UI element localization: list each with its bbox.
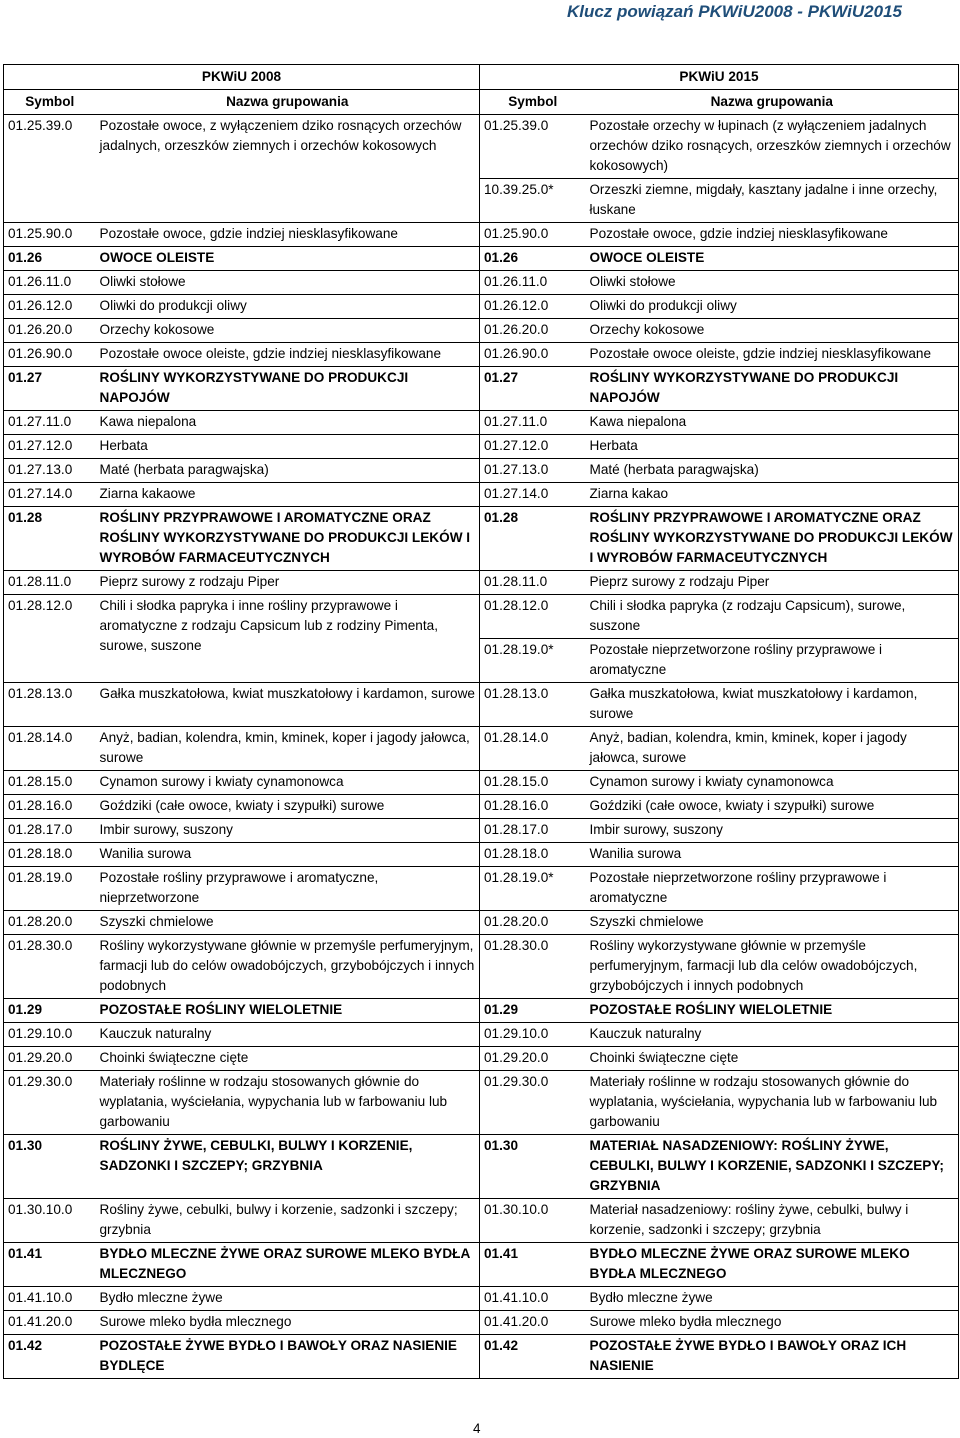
name-2015: Anyż, badian, kolendra, kmin, kminek, koper i jagody jałowca, surowe [586, 727, 959, 771]
symbol-2008: 01.28.30.0 [4, 935, 96, 999]
name-2015: MATERIAŁ NASADZENIOWY: ROŚLINY ŻYWE, CEBULKI, BULWY I KORZENIE, SADZONKI I SZCZEPY; GRZYBNIA [586, 1135, 959, 1199]
name-2008: Chili i słodka papryka i inne rośliny przyprawowe i aromatyczne z rodzaju Capsicum lub z rodziny Pimenta, surowe, suszone [96, 595, 480, 683]
symbol-2008: 01.25.90.0 [4, 223, 96, 247]
table-row [4, 595, 959, 639]
name-2015: OWOCE OLEISTE [586, 247, 959, 271]
symbol-2015: 01.29.10.0 [480, 1023, 586, 1047]
symbol-2008: 01.27.14.0 [4, 483, 96, 507]
name-2008: Oliwki stołowe [96, 271, 480, 295]
name-2008: Pieprz surowy z rodzaju Piper [96, 571, 480, 595]
name-2008: Kauczuk naturalny [96, 1023, 480, 1047]
name-2008: POZOSTAŁE ŻYWE BYDŁO I BAWOŁY ORAZ NASIENIE BYDLĘCE [96, 1335, 480, 1379]
symbol-2008: 01.28.14.0 [4, 727, 96, 771]
name-2015: Gałka muszkatołowa, kwiat muszkatołowy i kardamon, surowe [586, 683, 959, 727]
symbol-2015: 01.26.20.0 [480, 319, 586, 343]
symbol-2015: 01.27.14.0 [480, 483, 586, 507]
name-2015-extra: Pozostałe nieprzetworzone rośliny przyprawowe i aromatyczne [586, 639, 959, 683]
table-row [4, 319, 959, 343]
table-row [4, 115, 959, 179]
name-2008: OWOCE OLEISTE [96, 247, 480, 271]
symbol-2015: 01.28.20.0 [480, 911, 586, 935]
name-2015: Imbir surowy, suszony [586, 819, 959, 843]
name-2015-extra: Orzeszki ziemne, migdały, kasztany jadalne i inne orzechy, łuskane [586, 179, 959, 223]
name-2015: POZOSTAŁE ROŚLINY WIELOLETNIE [586, 999, 959, 1023]
header-pkwiu2015: PKWiU 2015 [480, 65, 959, 90]
name-2015: Oliwki do produkcji oliwy [586, 295, 959, 319]
symbol-2008: 01.26.20.0 [4, 319, 96, 343]
table-row [4, 683, 959, 727]
name-2015: Pozostałe owoce, gdzie indziej niesklasyfikowane [586, 223, 959, 247]
table-row [4, 843, 959, 867]
name-2008: Bydło mleczne żywe [96, 1287, 480, 1311]
name-2008: ROŚLINY WYKORZYSTYWANE DO PRODUKCJI NAPOJÓW [96, 367, 480, 411]
name-2015: Herbata [586, 435, 959, 459]
table-row [4, 795, 959, 819]
table-row [4, 1243, 959, 1287]
name-2015: Materiały roślinne w rodzaju stosowanych głównie do wyplatania, wyściełania, wypychania lub w farbowaniu lub garbowaniu [586, 1071, 959, 1135]
name-2008: Orzechy kokosowe [96, 319, 480, 343]
symbol-2015: 01.28.14.0 [480, 727, 586, 771]
name-2008: Choinki świąteczne cięte [96, 1047, 480, 1071]
symbol-2008: 01.28.18.0 [4, 843, 96, 867]
symbol-2008: 01.25.39.0 [4, 115, 96, 223]
symbol-2015-extra: 01.28.19.0* [480, 639, 586, 683]
symbol-2015: 01.26.90.0 [480, 343, 586, 367]
symbol-2008: 01.28.15.0 [4, 771, 96, 795]
symbol-2008: 01.27.12.0 [4, 435, 96, 459]
symbol-2008: 01.41 [4, 1243, 96, 1287]
symbol-2008: 01.42 [4, 1335, 96, 1379]
name-2015: Cynamon surowy i kwiaty cynamonowca [586, 771, 959, 795]
table-row [4, 1071, 959, 1135]
page-number: 4 [473, 1421, 481, 1436]
table-row [4, 867, 959, 911]
name-2008: Gałka muszkatołowa, kwiat muszkatołowy i kardamon, surowe [96, 683, 480, 727]
symbol-2008: 01.41.20.0 [4, 1311, 96, 1335]
symbol-2015: 01.28.12.0 [480, 595, 586, 639]
symbol-2008: 01.27 [4, 367, 96, 411]
symbol-2015: 01.29 [480, 999, 586, 1023]
name-2008: Herbata [96, 435, 480, 459]
table-row [4, 771, 959, 795]
name-2015: Pieprz surowy z rodzaju Piper [586, 571, 959, 595]
symbol-2015: 01.41.20.0 [480, 1311, 586, 1335]
table-row [4, 1199, 959, 1243]
name-2015: Surowe mleko bydła mlecznego [586, 1311, 959, 1335]
header-pkwiu2008: PKWiU 2008 [4, 65, 480, 90]
table-row [4, 435, 959, 459]
name-2015: Kauczuk naturalny [586, 1023, 959, 1047]
header-name-2015: Nazwa grupowania [586, 90, 959, 115]
symbol-2015: 01.26.11.0 [480, 271, 586, 295]
name-2008: Pozostałe owoce oleiste, gdzie indziej niesklasyfikowane [96, 343, 480, 367]
name-2015: BYDŁO MLECZNE ŻYWE ORAZ SUROWE MLEKO BYDŁA MLECZNEGO [586, 1243, 959, 1287]
symbol-2015: 01.26.12.0 [480, 295, 586, 319]
name-2008: BYDŁO MLECZNE ŻYWE ORAZ SUROWE MLEKO BYDŁA MLECZNEGO [96, 1243, 480, 1287]
symbol-2008: 01.28.11.0 [4, 571, 96, 595]
name-2008: ROŚLINY PRZYPRAWOWE I AROMATYCZNE ORAZ ROŚLINY WYKORZYSTYWANE DO PRODUKCJI LEKÓW I WYROBÓW FARMACEUTYCZNYCH [96, 507, 480, 571]
name-2015: Oliwki stołowe [586, 271, 959, 295]
name-2015: Rośliny wykorzystywane głównie w przemyśle perfumeryjnym, farmacji lub dla celów owadobójczych, grzybobójczych i innych podobnych [586, 935, 959, 999]
name-2008: Maté (herbata paragwajska) [96, 459, 480, 483]
symbol-2008: 01.29.30.0 [4, 1071, 96, 1135]
version-header-row [4, 65, 959, 90]
symbol-2015: 01.27.13.0 [480, 459, 586, 483]
table-row [4, 483, 959, 507]
table-row [4, 819, 959, 843]
name-2015: Bydło mleczne żywe [586, 1287, 959, 1311]
document-title: Klucz powiązań PKWiU2008 - PKWiU2015 [566, 2, 902, 21]
name-2015: Wanilia surowa [586, 843, 959, 867]
table-row [4, 1047, 959, 1071]
name-2008: Anyż, badian, kolendra, kmin, kminek, koper i jagody jałowca, surowe [96, 727, 480, 771]
name-2008: Oliwki do produkcji oliwy [96, 295, 480, 319]
symbol-2008: 01.30.10.0 [4, 1199, 96, 1243]
symbol-2015: 01.41 [480, 1243, 586, 1287]
header-name-2008: Nazwa grupowania [96, 90, 480, 115]
name-2015: POZOSTAŁE ŻYWE BYDŁO I BAWOŁY ORAZ ICH NASIENIE [586, 1335, 959, 1379]
table-row [4, 727, 959, 771]
table-row [4, 1311, 959, 1335]
table-row [4, 507, 959, 571]
table-row [4, 411, 959, 435]
name-2008: POZOSTAŁE ROŚLINY WIELOLETNIE [96, 999, 480, 1023]
name-2015: Goździki (całe owoce, kwiaty i szypułki) surowe [586, 795, 959, 819]
table-row [4, 1287, 959, 1311]
table-row [4, 1135, 959, 1199]
symbol-2008: 01.26.12.0 [4, 295, 96, 319]
table-row [4, 935, 959, 999]
name-2008: Szyszki chmielowe [96, 911, 480, 935]
name-2015: ROŚLINY WYKORZYSTYWANE DO PRODUKCJI NAPOJÓW [586, 367, 959, 411]
table-row [4, 223, 959, 247]
name-2008: Rośliny wykorzystywane głównie w przemyśle perfumeryjnym, farmacji lub do celów owadobójczych, grzybobójczych i innych podobnych [96, 935, 480, 999]
table-row [4, 343, 959, 367]
symbol-2008: 01.28.20.0 [4, 911, 96, 935]
symbol-2015: 01.28.18.0 [480, 843, 586, 867]
symbol-2015: 01.29.30.0 [480, 1071, 586, 1135]
name-2015: Szyszki chmielowe [586, 911, 959, 935]
name-2008: ROŚLINY ŻYWE, CEBULKI, BULWY I KORZENIE, SADZONKI I SZCZEPY; GRZYBNIA [96, 1135, 480, 1199]
symbol-2008: 01.29.10.0 [4, 1023, 96, 1047]
symbol-2008: 01.26.90.0 [4, 343, 96, 367]
symbol-2015: 01.28.17.0 [480, 819, 586, 843]
table-row [4, 247, 959, 271]
symbol-2008: 01.28.13.0 [4, 683, 96, 727]
symbol-2015: 01.25.39.0 [480, 115, 586, 179]
symbol-2015: 01.28.15.0 [480, 771, 586, 795]
table-row [4, 1335, 959, 1379]
symbol-2015-extra: 10.39.25.0* [480, 179, 586, 223]
name-2008: Pozostałe owoce, gdzie indziej niesklasyfikowane [96, 223, 480, 247]
symbol-2008: 01.28.12.0 [4, 595, 96, 683]
symbol-2015: 01.30 [480, 1135, 586, 1199]
symbol-2015: 01.28.30.0 [480, 935, 586, 999]
name-2015: Ziarna kakao [586, 483, 959, 507]
name-2008: Rośliny żywe, cebulki, bulwy i korzenie, sadzonki i szczepy; grzybnia [96, 1199, 480, 1243]
symbol-2015: 01.28.13.0 [480, 683, 586, 727]
symbol-2008: 01.26 [4, 247, 96, 271]
name-2015: Pozostałe orzechy w łupinach (z wyłączeniem jadalnych orzechów dziko rosnących, orzeszków ziemnych i orzechów kokosowych) [586, 115, 959, 179]
symbol-2015: 01.41.10.0 [480, 1287, 586, 1311]
symbol-2008: 01.27.13.0 [4, 459, 96, 483]
name-2008: Ziarna kakaowe [96, 483, 480, 507]
table-row [4, 999, 959, 1023]
name-2015: Pozostałe owoce oleiste, gdzie indziej niesklasyfikowane [586, 343, 959, 367]
symbol-2008: 01.26.11.0 [4, 271, 96, 295]
name-2015: Orzechy kokosowe [586, 319, 959, 343]
symbol-2008: 01.29.20.0 [4, 1047, 96, 1071]
symbol-2015: 01.30.10.0 [480, 1199, 586, 1243]
name-2008: Materiały roślinne w rodzaju stosowanych głównie do wyplatania, wyściełania, wypychania lub w farbowaniu lub garbowaniu [96, 1071, 480, 1135]
table-body [4, 115, 959, 1379]
symbol-2015: 01.27.12.0 [480, 435, 586, 459]
name-2008: Pozostałe rośliny przyprawowe i aromatyczne, nieprzetworzone [96, 867, 480, 911]
symbol-2008: 01.27.11.0 [4, 411, 96, 435]
name-2008: Cynamon surowy i kwiaty cynamonowca [96, 771, 480, 795]
name-2015: ROŚLINY PRZYPRAWOWE I AROMATYCZNE ORAZ ROŚLINY WYKORZYSTYWANE DO PRODUKCJI LEKÓW I WYROBÓW FARMACEUTYCZNYCH [586, 507, 959, 571]
name-2008: Wanilia surowa [96, 843, 480, 867]
table-row [4, 571, 959, 595]
table-row [4, 911, 959, 935]
symbol-2008: 01.28.19.0 [4, 867, 96, 911]
name-2008: Imbir surowy, suszony [96, 819, 480, 843]
table-row [4, 271, 959, 295]
symbol-2015: 01.29.20.0 [480, 1047, 586, 1071]
name-2015: Choinki świąteczne cięte [586, 1047, 959, 1071]
name-2015: Pozostałe nieprzetworzone rośliny przyprawowe i aromatyczne [586, 867, 959, 911]
name-2008: Kawa niepalona [96, 411, 480, 435]
table-row [4, 295, 959, 319]
table-row [4, 459, 959, 483]
symbol-2015: 01.28.16.0 [480, 795, 586, 819]
column-header-row [4, 90, 959, 115]
symbol-2008: 01.28.17.0 [4, 819, 96, 843]
name-2008: Goździki (całe owoce, kwiaty i szypułki) surowe [96, 795, 480, 819]
symbol-2015: 01.28 [480, 507, 586, 571]
header-symbol-2015: Symbol [480, 90, 586, 115]
symbol-2008: 01.28.16.0 [4, 795, 96, 819]
symbol-2008: 01.29 [4, 999, 96, 1023]
table-row [4, 367, 959, 411]
name-2015: Materiał nasadzeniowy: rośliny żywe, cebulki, bulwy i korzenie, sadzonki i szczepy; grzybnia [586, 1199, 959, 1243]
symbol-2015: 01.27.11.0 [480, 411, 586, 435]
name-2015: Maté (herbata paragwajska) [586, 459, 959, 483]
symbol-2015: 01.42 [480, 1335, 586, 1379]
symbol-2015: 01.27 [480, 367, 586, 411]
name-2015: Chili i słodka papryka (z rodzaju Capsicum), surowe, suszone [586, 595, 959, 639]
table-row [4, 1023, 959, 1047]
symbol-2015: 01.26 [480, 247, 586, 271]
symbol-2015: 01.28.11.0 [480, 571, 586, 595]
symbol-2015: 01.25.90.0 [480, 223, 586, 247]
symbol-2008: 01.28 [4, 507, 96, 571]
name-2008: Pozostałe owoce, z wyłączeniem dziko rosnących orzechów jadalnych, orzeszków ziemnych i orzechów kokosowych [96, 115, 480, 223]
name-2008: Surowe mleko bydła mlecznego [96, 1311, 480, 1335]
name-2015: Kawa niepalona [586, 411, 959, 435]
symbol-2008: 01.41.10.0 [4, 1287, 96, 1311]
concordance-table-wrapper [3, 64, 958, 1379]
symbol-2008: 01.30 [4, 1135, 96, 1199]
symbol-2015: 01.28.19.0* [480, 867, 586, 911]
concordance-table [3, 64, 959, 1379]
header-symbol-2008: Symbol [4, 90, 96, 115]
